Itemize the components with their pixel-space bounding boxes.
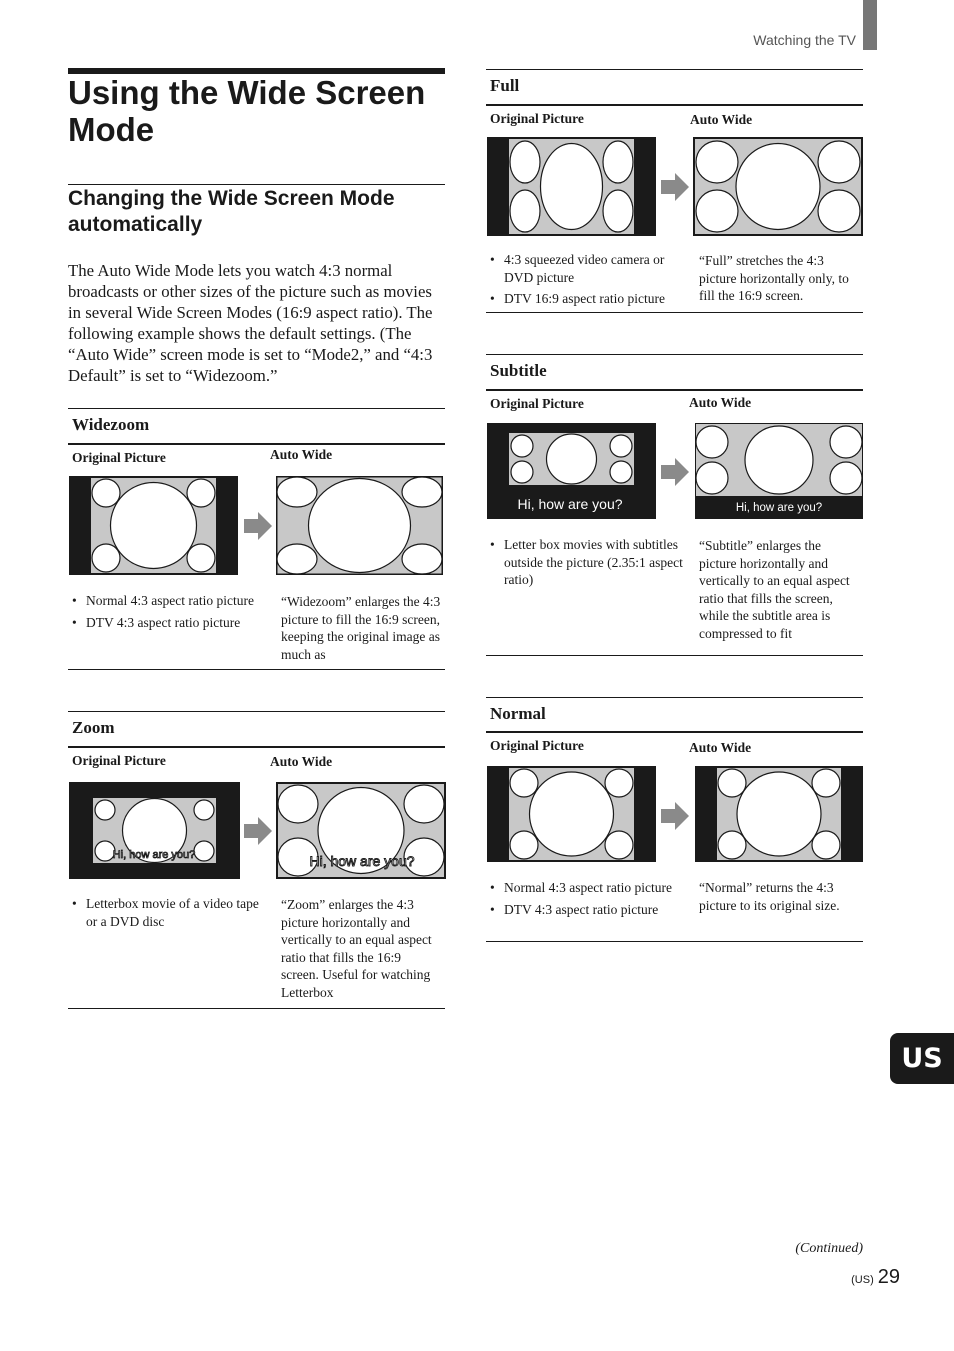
subtitle-head-rule — [486, 389, 863, 391]
widezoom-original-diagram — [69, 476, 238, 575]
zoom-autowide-diagram — [276, 782, 446, 879]
normal-arrow-icon — [659, 801, 691, 831]
subtitle-heading: Subtitle — [490, 361, 547, 380]
running-head: Watching the TV — [753, 32, 856, 48]
full-bottom-rule — [486, 312, 863, 313]
zoom-autowide-label: Auto Wide — [270, 754, 333, 769]
zoom-original-label: Original Picture — [72, 753, 166, 768]
list-item: • Letter box movies with subtitles outside the picture (2.35:1 aspect ratio) — [490, 536, 685, 589]
zoom-autowide-caption: Hi, how are you? — [309, 853, 415, 869]
widezoom-original-label: Original Picture — [72, 450, 166, 465]
normal-head-rule — [486, 731, 863, 733]
subtitle-original-label: Original Picture — [490, 396, 584, 411]
widezoom-heading: Widezoom — [72, 415, 150, 434]
list-item: • DTV 4:3 aspect ratio picture — [72, 614, 262, 632]
normal-bottom-rule — [486, 941, 863, 942]
subtitle-original-caption: Hi, how are you? — [517, 496, 623, 512]
zoom-top-rule — [68, 711, 445, 712]
normal-top-rule — [486, 697, 863, 698]
zoom-description: “Zoom” enlarges the 4:3 picture horizontally and vertically to an equal aspect ratio that fills the 16:9 screen. Useful for watching Letterbox — [281, 897, 432, 1000]
list-item: • DTV 16:9 aspect ratio picture — [490, 290, 685, 308]
list-item: • 4:3 squeezed video camera or DVD picture — [490, 251, 685, 286]
widezoom-head-rule — [68, 443, 445, 445]
section-subtitle: Changing the Wide Screen Mode automatically — [68, 187, 395, 236]
page-title: Using the Wide Screen Mode — [68, 74, 426, 148]
zoom-heading: Zoom — [72, 718, 115, 737]
list-item: • DTV 4:3 aspect ratio picture — [490, 901, 685, 919]
zoom-head-rule — [68, 746, 445, 748]
list-item: • Normal 4:3 aspect ratio picture — [490, 879, 685, 897]
zoom-original-caption: Hi, how are you? — [112, 849, 196, 861]
normal-autowide-diagram — [695, 766, 863, 862]
subtitle-rule — [68, 184, 445, 185]
intro-paragraph: The Auto Wide Mode lets you watch 4:3 normal broadcasts or other sizes of the picture such as movies in several Wide Screen Modes (16:9 aspect ratio). The following example shows the default settings. (The “Auto Wide” screen mode is set to “Mode2,” and “4:3 Default” is set to “Widezoom.” — [68, 261, 433, 385]
zoom-bottom-rule — [68, 1008, 445, 1009]
normal-original-diagram — [487, 766, 656, 862]
widezoom-top-rule — [68, 408, 445, 409]
subtitle-top-rule — [486, 354, 863, 355]
subtitle-autowide-diagram — [695, 423, 863, 519]
normal-original-label: Original Picture — [490, 738, 584, 753]
page-number — [851, 1266, 900, 1289]
full-heading: Full — [490, 76, 520, 95]
page-prefix: (US) — [851, 1274, 874, 1286]
widezoom-bottom-rule — [68, 669, 445, 670]
full-description: “Full” stretches the 4:3 picture horizontally only, to fill the 16:9 screen. — [699, 253, 849, 304]
widezoom-arrow-icon — [242, 511, 274, 541]
list-item: • Letterbox movie of a video tape or a DVD disc — [72, 895, 262, 930]
subtitle-bullets — [490, 536, 685, 593]
subtitle-autowide-label: Auto Wide — [689, 395, 752, 410]
list-item: • Normal 4:3 aspect ratio picture — [72, 592, 262, 610]
full-autowide-diagram — [693, 137, 863, 236]
zoom-original-diagram — [69, 782, 240, 879]
full-original-label: Original Picture — [490, 111, 584, 126]
full-bullets — [490, 251, 685, 312]
subtitle-description: “Subtitle” enlarges the picture horizontally and vertically to an equal aspect ratio that fills the screen, while the subtitle area is compressed to fit — [699, 538, 850, 641]
full-original-diagram — [487, 137, 656, 236]
normal-bullets — [490, 879, 685, 922]
full-arrow-icon — [659, 172, 691, 202]
zoom-arrow-icon — [242, 816, 274, 846]
header-tab-bar — [863, 0, 877, 50]
subtitle-autowide-caption: Hi, how are you? — [735, 502, 823, 514]
normal-description: “Normal” returns the 4:3 picture to its original size. — [699, 880, 840, 913]
subtitle-bottom-rule — [486, 655, 863, 656]
zoom-bullets — [72, 895, 262, 934]
page-number-value: 29 — [877, 1266, 900, 1288]
full-top-rule — [486, 69, 863, 70]
subtitle-arrow-icon — [659, 457, 691, 487]
region-tab: US — [890, 1033, 954, 1084]
widezoom-bullets — [72, 592, 262, 635]
normal-heading: Normal — [490, 704, 546, 723]
widezoom-description: “Widezoom” enlarges the 4:3 picture to fill the 16:9 screen, keeping the original image as much as — [281, 594, 441, 662]
normal-autowide-label: Auto Wide — [689, 740, 752, 755]
widezoom-autowide-label: Auto Wide — [270, 447, 333, 462]
full-autowide-label: Auto Wide — [690, 112, 753, 127]
widezoom-autowide-diagram — [276, 476, 443, 575]
subtitle-original-diagram — [487, 423, 656, 519]
full-head-rule — [486, 104, 863, 106]
continued-note: (Continued) — [795, 1241, 863, 1256]
